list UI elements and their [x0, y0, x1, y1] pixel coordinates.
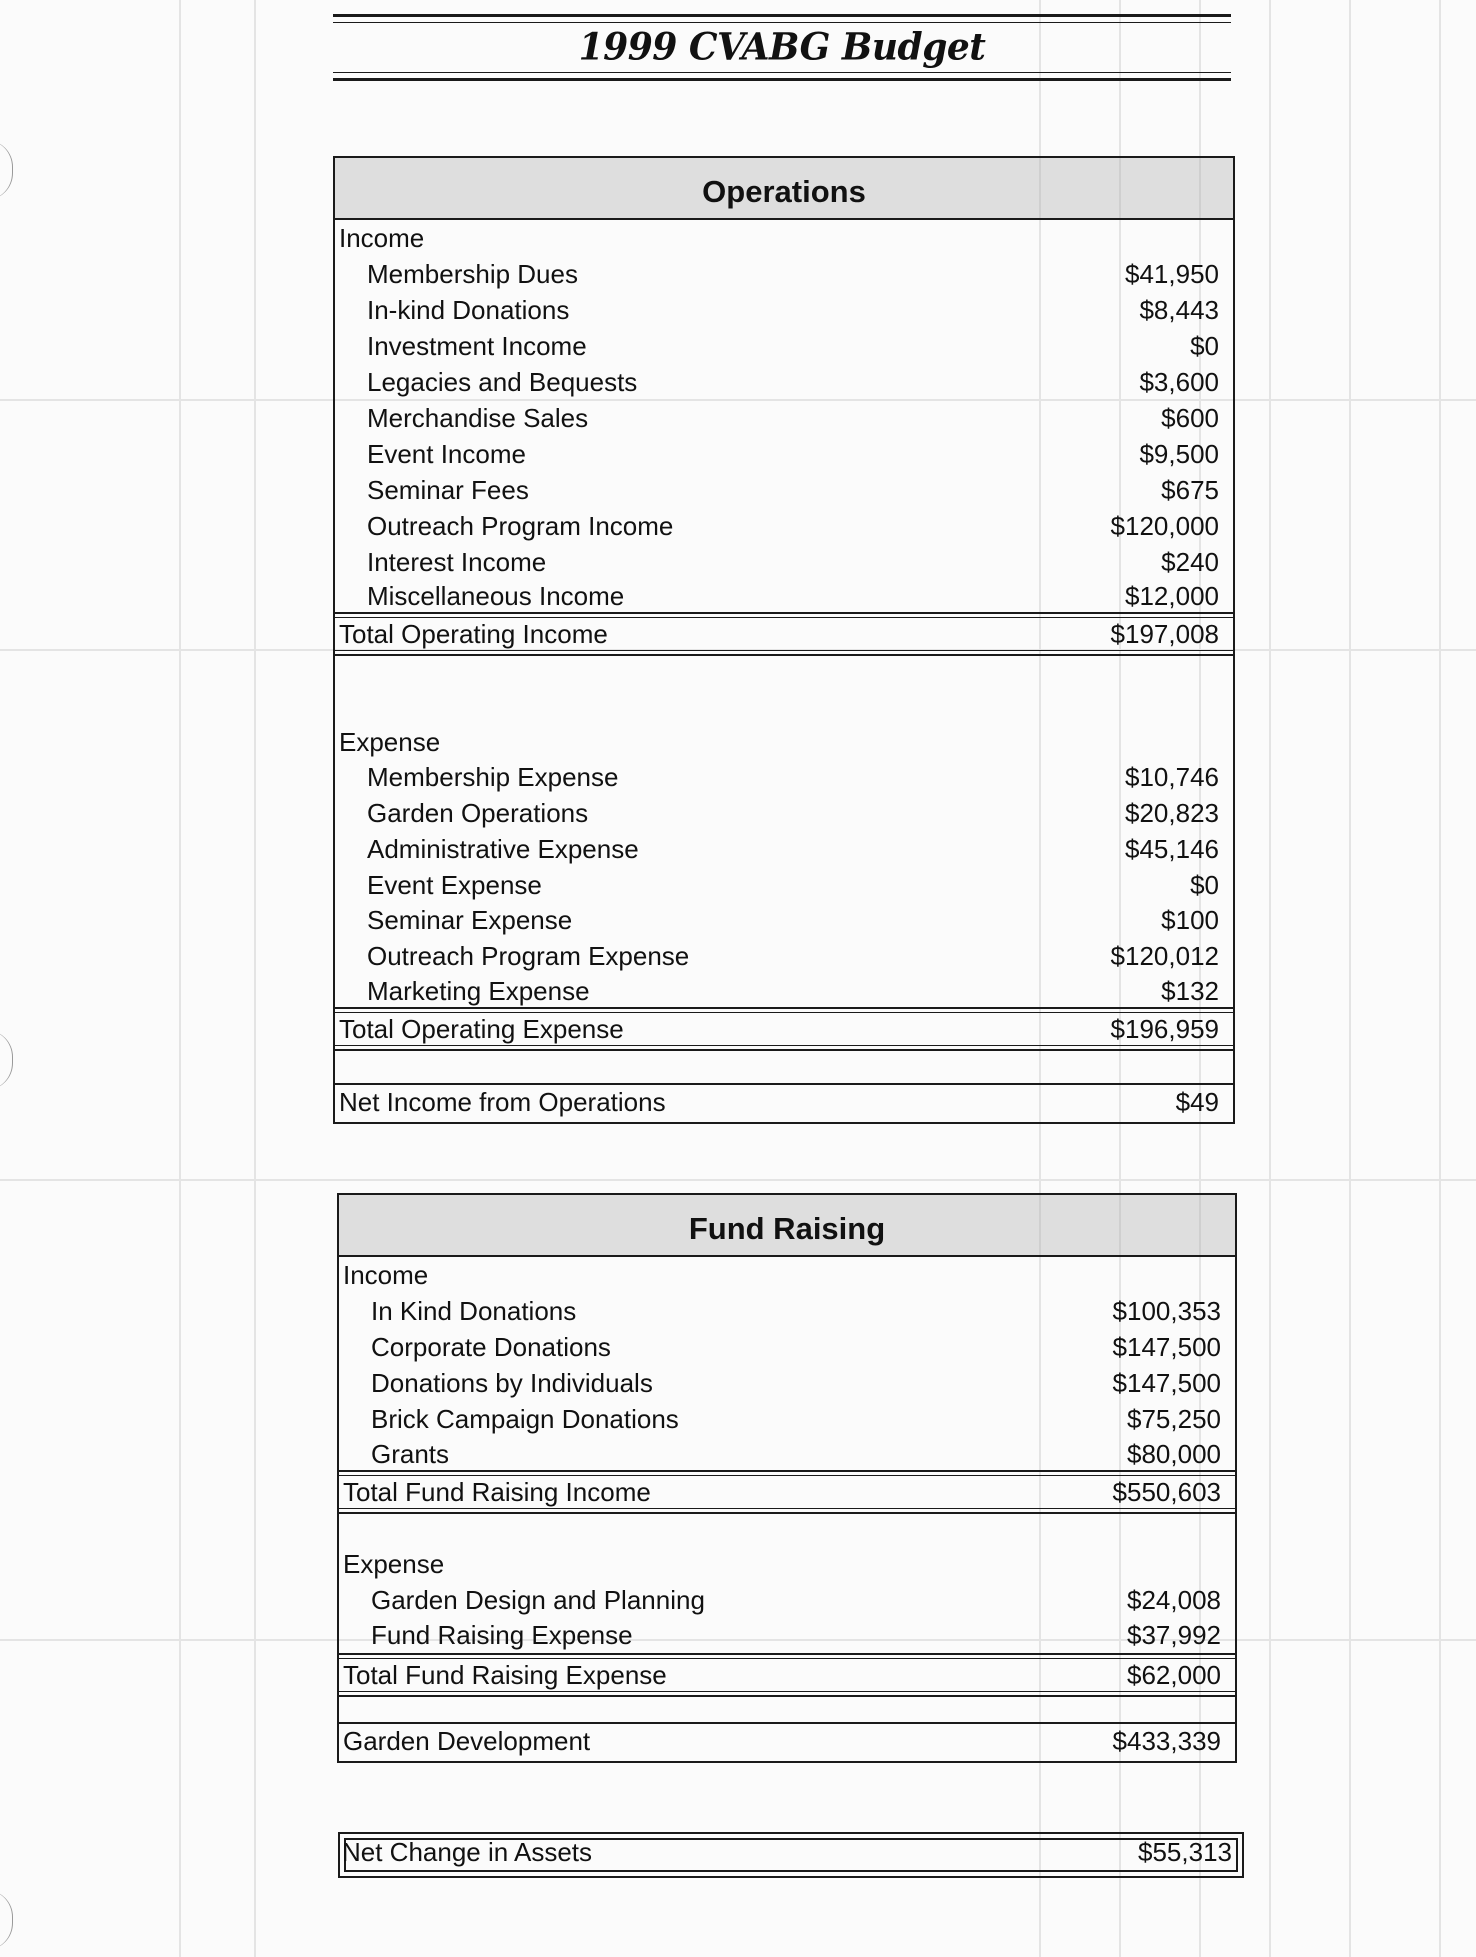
- total-operating-income-row: Total Operating Income $197,008: [335, 612, 1233, 656]
- total-fund-raising-expense-row: Total Fund Raising Expense $62,000: [339, 1653, 1235, 1697]
- line-item: Administrative Expense $45,146: [367, 834, 1219, 864]
- net-change-box: [338, 1832, 1244, 1878]
- line-item: Investment Income $0: [367, 331, 1219, 361]
- line-item: Merchandise Sales $600: [367, 403, 1219, 433]
- title-rule: [333, 14, 1231, 17]
- total-fund-raising-income-row: Total Fund Raising Income $550,603: [339, 1470, 1235, 1514]
- line-item: Grants $80,000: [371, 1439, 1221, 1469]
- operations-section: [333, 156, 1235, 1124]
- line-item: Interest Income $240: [367, 547, 1219, 577]
- title-rule: [333, 72, 1231, 73]
- punch-hole: [0, 140, 13, 200]
- line-item: Garden Operations $20,823: [367, 798, 1219, 828]
- line-item: Event Expense $0: [367, 870, 1219, 900]
- income-heading: Income: [343, 1260, 429, 1290]
- total-operating-expense-row: Total Operating Expense $196,959: [335, 1007, 1233, 1051]
- net-income-operations-row: Net Income from Operations $49: [339, 1087, 1219, 1117]
- line-item: In-kind Donations $8,443: [367, 295, 1219, 325]
- net-change-row: Net Change in Assets $55,313: [342, 1837, 1232, 1867]
- income-heading: Income: [339, 223, 425, 253]
- line-item: Fund Raising Expense $37,992: [371, 1620, 1221, 1650]
- line-item: Outreach Program Expense $120,012: [367, 941, 1219, 971]
- line-item: Seminar Fees $675: [367, 475, 1219, 505]
- line-item: Marketing Expense $132: [367, 976, 1219, 1006]
- line-item: Membership Expense $10,746: [367, 762, 1219, 792]
- title-rule: [333, 78, 1231, 81]
- title-rule: [333, 22, 1231, 23]
- title-banner: [333, 14, 1231, 78]
- line-item: Legacies and Bequests $3,600: [367, 367, 1219, 397]
- line-item: Garden Design and Planning $24,008: [371, 1585, 1221, 1615]
- line-item: Brick Campaign Donations $75,250: [371, 1404, 1221, 1434]
- line-item: Seminar Expense $100: [367, 905, 1219, 935]
- section-heading: Fund Raising: [339, 1195, 1235, 1257]
- line-item: Event Income $9,500: [367, 439, 1219, 469]
- line-item: Corporate Donations $147,500: [371, 1332, 1221, 1362]
- page-title: 1999 CVABG Budget: [578, 24, 986, 70]
- line-item: Miscellaneous Income $12,000: [367, 581, 1219, 611]
- fund-raising-section: [337, 1193, 1237, 1763]
- line-item: In Kind Donations $100,353: [371, 1296, 1221, 1326]
- expense-heading: Expense: [343, 1549, 445, 1579]
- punch-hole: [0, 1890, 13, 1950]
- line-item: Donations by Individuals $147,500: [371, 1368, 1221, 1398]
- line-item: Membership Dues $41,950: [367, 259, 1219, 289]
- expense-heading: Expense: [339, 727, 441, 757]
- section-heading: Operations: [335, 158, 1233, 220]
- punch-hole: [0, 1030, 13, 1090]
- line-item: Outreach Program Income $120,000: [367, 511, 1219, 541]
- garden-development-row: Garden Development $433,339: [343, 1726, 1221, 1756]
